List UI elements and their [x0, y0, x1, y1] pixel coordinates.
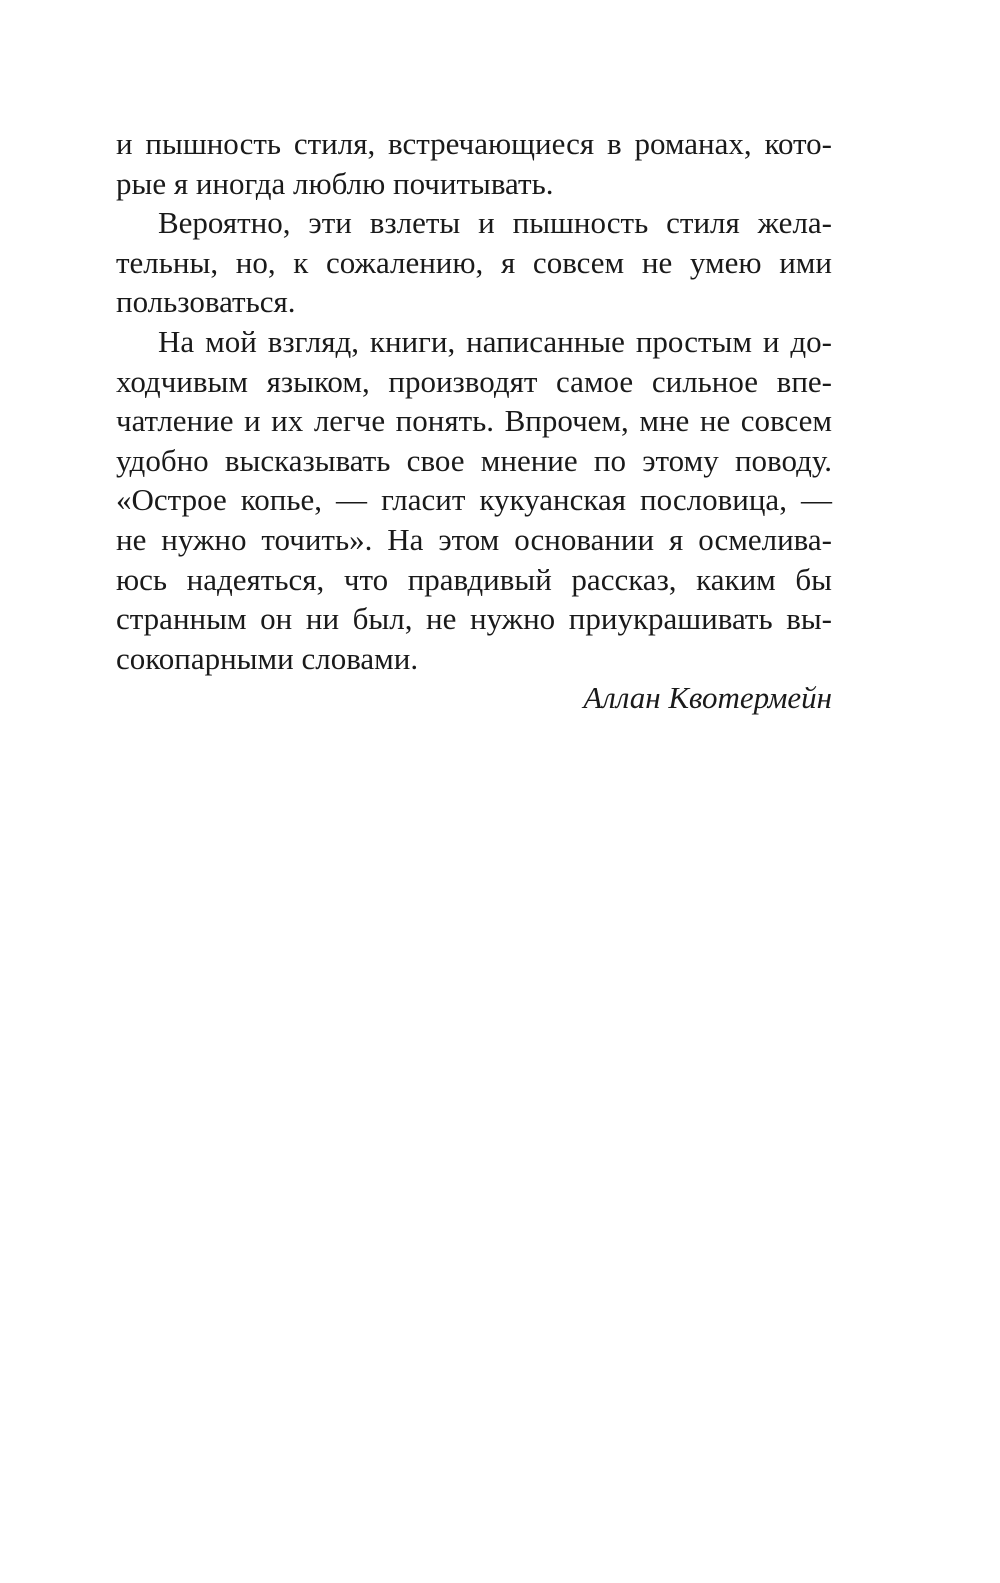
text-line: не нужно точить». На этом основании я осмелива- [116, 521, 832, 557]
text-line: пользоваться. [116, 284, 296, 320]
text-line: рые я иногда люблю почитывать. [116, 165, 554, 201]
text-line: странным он ни был, не нужно приукрашивать вы- [116, 601, 832, 637]
text-line: ходчивым языком, производят самое сильное впе- [116, 363, 832, 399]
text-line: сокопарными словами. [116, 640, 419, 676]
text-line: и пышность стиля, встречающиеся в романах, кото- [116, 126, 832, 161]
text-line: На мой взгляд, книги, написанные простым и до- [158, 323, 832, 359]
body-text [116, 124, 832, 718]
text-line: удобно высказывать свое мнение по этому поводу. [116, 442, 832, 478]
text-line: чатление и их легче понять. Впрочем, мне не совсем [116, 403, 832, 439]
author-signature: Аллан Квотермейн [583, 680, 832, 716]
text-line: тельны, но, к сожалению, я совсем не умею ими [116, 244, 832, 280]
text-line: юсь надеяться, что правдивый рассказ, каким бы [116, 561, 832, 597]
text-line: «Острое копье, — гласит кукуанская пословица, — [116, 482, 832, 518]
text-line: Вероятно, эти взлеты и пышность стиля жела- [158, 205, 832, 241]
